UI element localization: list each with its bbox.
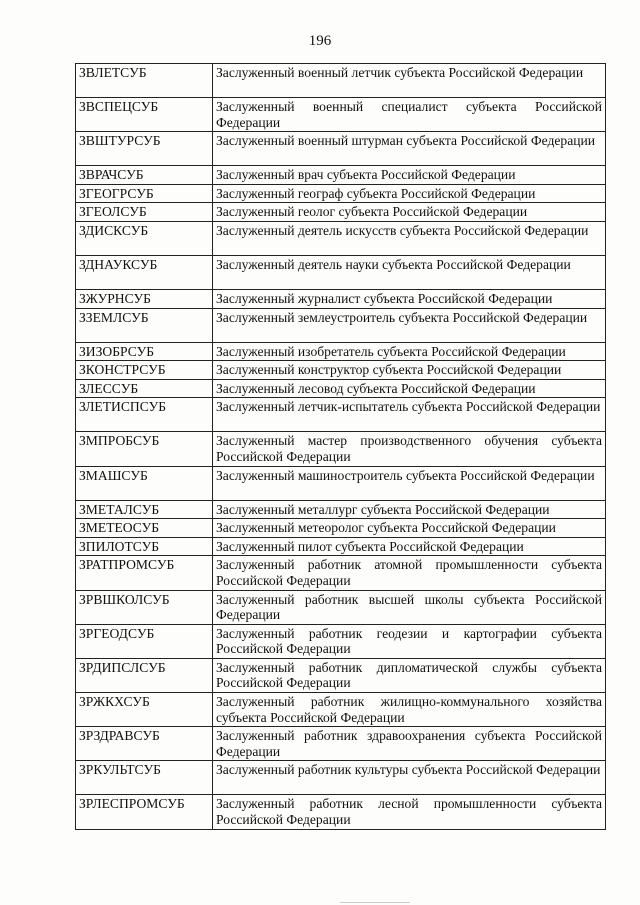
description-cell: Заслуженный изобретатель субъекта Российской Федерации <box>213 342 606 361</box>
description-cell: Заслуженный деятель науки субъекта Российской Федерации <box>213 255 606 289</box>
description-cell: Заслуженный мастер производственного обучения субъекта Российской Федерации <box>213 432 606 466</box>
description-cell: Заслуженный работник атомной промышленности субъекта Российской Федерации <box>213 556 606 590</box>
code-cell: ЗРЛЕСПРОМСУБ <box>76 795 213 829</box>
codes-table-body <box>76 64 606 830</box>
table-row <box>76 132 606 166</box>
code-cell: ЗЛЕССУБ <box>76 379 213 398</box>
table-row <box>76 432 606 466</box>
description-cell: Заслуженный работник здравоохранения субъекта Российской Федерации <box>213 727 606 761</box>
description-cell: Заслуженный военный летчик субъекта Российской Федерации <box>213 64 606 98</box>
table-row <box>76 658 606 692</box>
table-row <box>76 537 606 556</box>
description-cell: Заслуженный машиностроитель субъекта Российской Федерации <box>213 466 606 500</box>
table-row <box>76 590 606 624</box>
table-row <box>76 361 606 380</box>
code-cell: ЗРАТПРОМСУБ <box>76 556 213 590</box>
description-cell: Заслуженный деятель искусств субъекта Российской Федерации <box>213 221 606 255</box>
code-cell: ЗРЗДРАВСУБ <box>76 727 213 761</box>
table-row <box>76 342 606 361</box>
description-cell: Заслуженный лесовод субъекта Российской Федерации <box>213 379 606 398</box>
description-cell: Заслуженный землеустроитель субъекта Российской Федерации <box>213 308 606 342</box>
description-cell: Заслуженный летчик-испытатель субъекта Российской Федерации <box>213 398 606 432</box>
table-row <box>76 500 606 519</box>
code-cell: ЗМЕТЕОСУБ <box>76 519 213 538</box>
code-cell: ЗМАШСУБ <box>76 466 213 500</box>
description-cell: Заслуженный конструктор субъекта Российской Федерации <box>213 361 606 380</box>
scan-artifact <box>340 902 410 903</box>
codes-table <box>75 63 606 830</box>
code-cell: ЗДНАУКСУБ <box>76 255 213 289</box>
code-cell: ЗКОНСТРСУБ <box>76 361 213 380</box>
description-cell: Заслуженный пилот субъекта Российской Федерации <box>213 537 606 556</box>
code-cell: ЗЖУРНСУБ <box>76 289 213 308</box>
table-row <box>76 466 606 500</box>
page-number: 196 <box>308 33 332 49</box>
code-cell: ЗВСПЕЦСУБ <box>76 98 213 132</box>
description-cell: Заслуженный работник культуры субъекта Российской Федерации <box>213 761 606 795</box>
description-cell: Заслуженный военный штурман субъекта Российской Федерации <box>213 132 606 166</box>
table-row <box>76 693 606 727</box>
code-cell: ЗРВШКОЛСУБ <box>76 590 213 624</box>
table-row <box>76 795 606 829</box>
table-row <box>76 255 606 289</box>
description-cell: Заслуженный врач субъекта Российской Федерации <box>213 166 606 185</box>
description-cell: Заслуженный работник дипломатической службы субъекта Российской Федерации <box>213 658 606 692</box>
description-cell: Заслуженный географ субъекта Российской Федерации <box>213 184 606 203</box>
description-cell: Заслуженный металлург субъекта Российской Федерации <box>213 500 606 519</box>
code-cell: ЗМЕТАЛСУБ <box>76 500 213 519</box>
table-row <box>76 624 606 658</box>
table-row <box>76 398 606 432</box>
code-cell: ЗРГЕОДСУБ <box>76 624 213 658</box>
code-cell: ЗВЛЕТСУБ <box>76 64 213 98</box>
table-row <box>76 98 606 132</box>
table-row <box>76 64 606 98</box>
code-cell: ЗРДИПСЛСУБ <box>76 658 213 692</box>
code-cell: ЗЛЕТИСПСУБ <box>76 398 213 432</box>
code-cell: ЗЗЕМЛСУБ <box>76 308 213 342</box>
description-cell: Заслуженный работник геодезии и картографии субъекта Российской Федерации <box>213 624 606 658</box>
description-cell: Заслуженный военный специалист субъекта Российской Федерации <box>213 98 606 132</box>
code-cell: ЗВШТУРСУБ <box>76 132 213 166</box>
table-row <box>76 166 606 185</box>
table-row <box>76 184 606 203</box>
table-row <box>76 727 606 761</box>
code-cell: ЗПИЛОТСУБ <box>76 537 213 556</box>
description-cell: Заслуженный работник высшей школы субъекта Российской Федерации <box>213 590 606 624</box>
table-row <box>76 556 606 590</box>
description-cell: Заслуженный метеоролог субъекта Российской Федерации <box>213 519 606 538</box>
code-cell: ЗИЗОБРСУБ <box>76 342 213 361</box>
description-cell: Заслуженный работник лесной промышленности субъекта Российской Федерации <box>213 795 606 829</box>
table-row <box>76 289 606 308</box>
code-cell: ЗДИСКСУБ <box>76 221 213 255</box>
code-cell: ЗГЕОГРСУБ <box>76 184 213 203</box>
description-cell: Заслуженный работник жилищно-коммунального хозяйства субъекта Российской Федерации <box>213 693 606 727</box>
table-row <box>76 761 606 795</box>
description-cell: Заслуженный геолог субъекта Российской Федерации <box>213 203 606 222</box>
table-row <box>76 379 606 398</box>
table-row <box>76 519 606 538</box>
table-row <box>76 221 606 255</box>
description-cell: Заслуженный журналист субъекта Российской Федерации <box>213 289 606 308</box>
table-row <box>76 308 606 342</box>
code-cell: ЗМПРОБСУБ <box>76 432 213 466</box>
code-cell: ЗВРАЧСУБ <box>76 166 213 185</box>
table-row <box>76 203 606 222</box>
code-cell: ЗГЕОЛСУБ <box>76 203 213 222</box>
code-cell: ЗРЖКХСУБ <box>76 693 213 727</box>
code-cell: ЗРКУЛЬТСУБ <box>76 761 213 795</box>
